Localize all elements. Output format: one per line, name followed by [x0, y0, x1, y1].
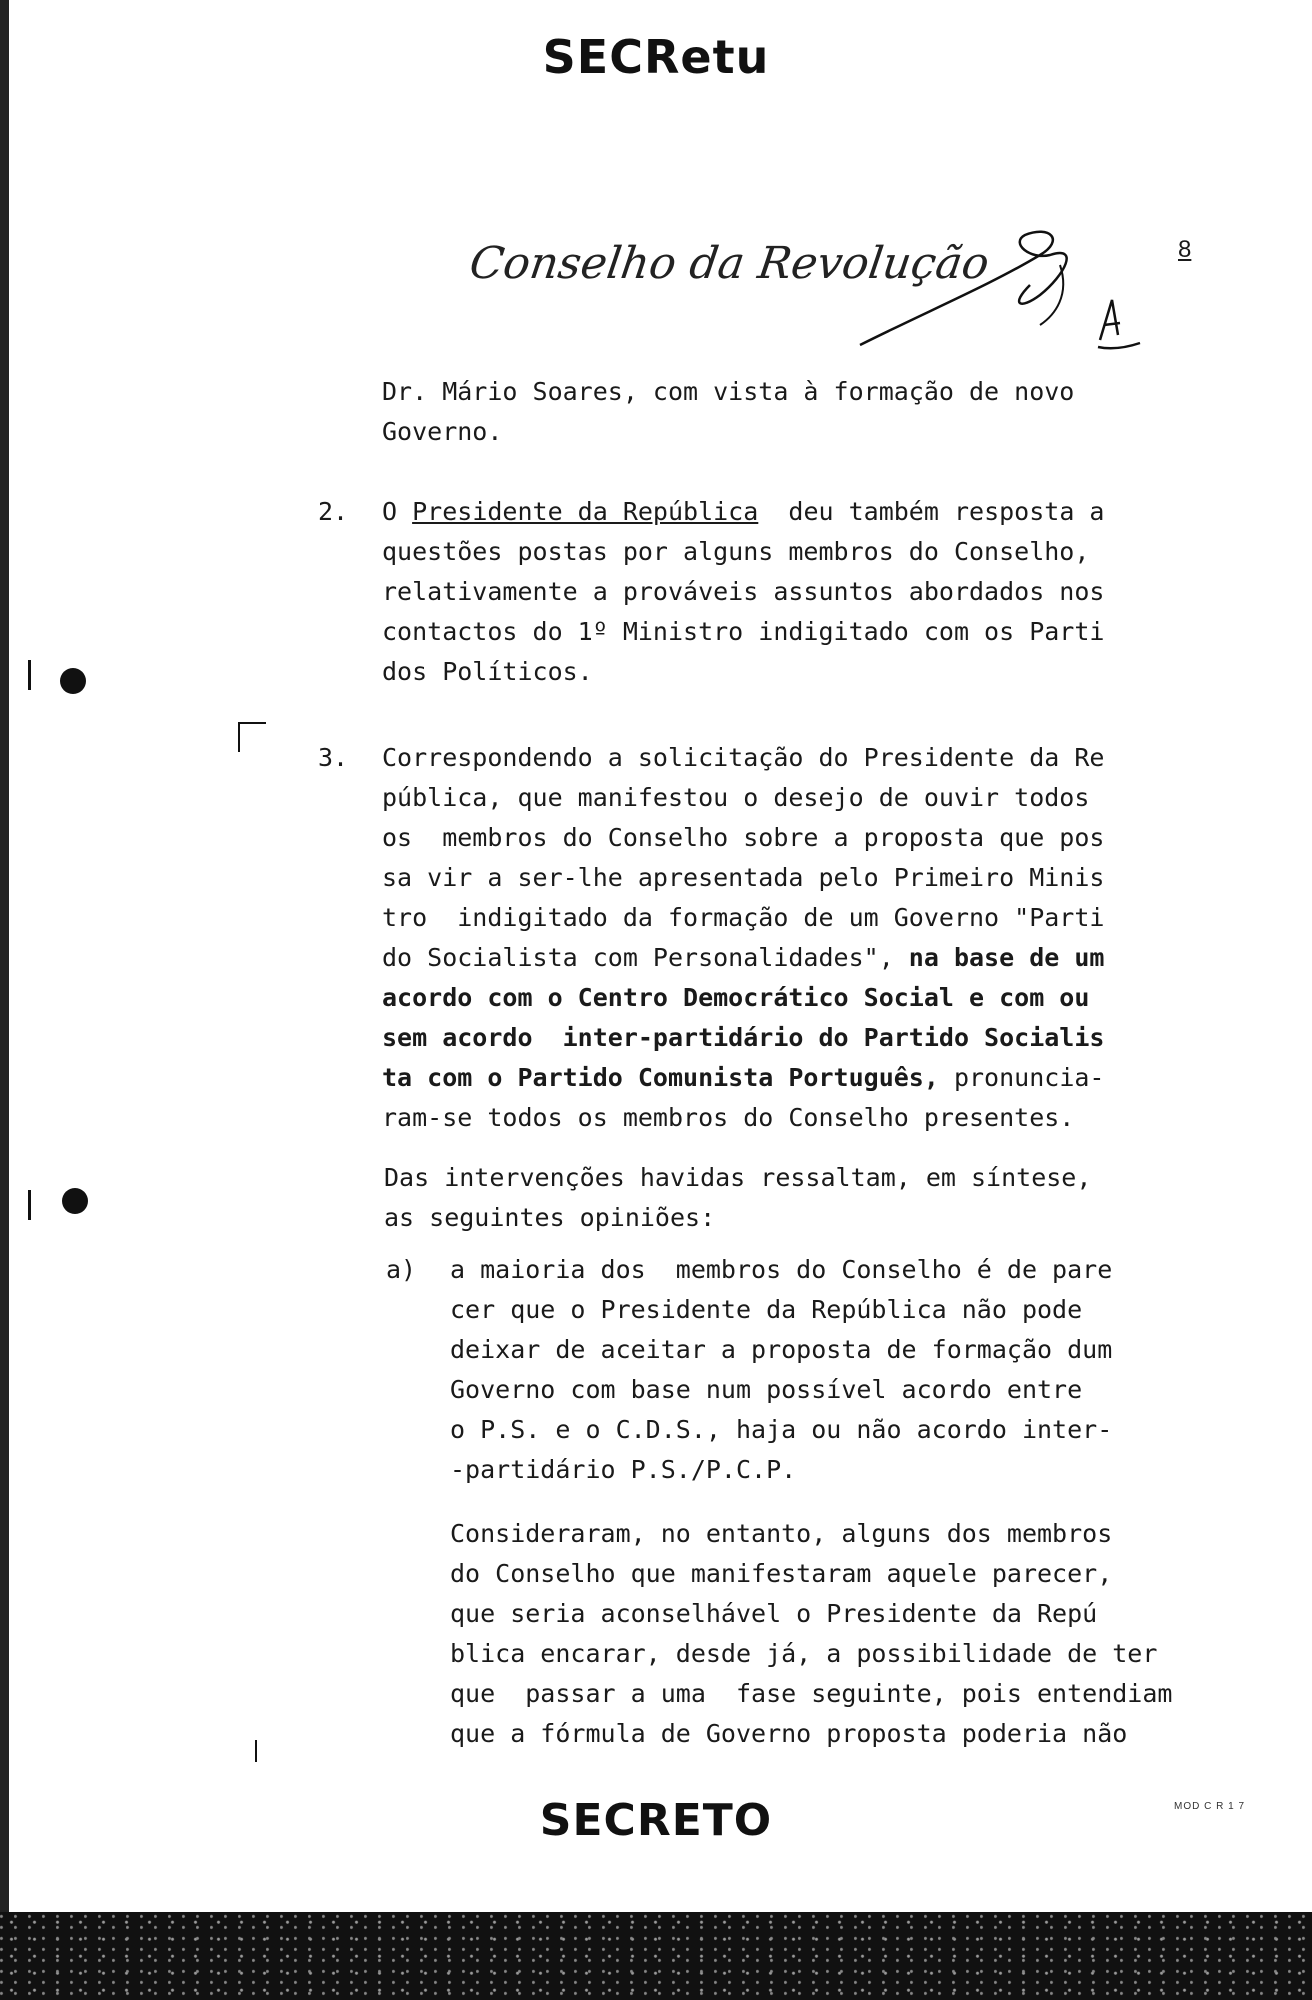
- bold-fragment: ta com o Partido Comunista Português,: [382, 1063, 939, 1092]
- margin-bracket-mark: [238, 722, 266, 752]
- punch-hole: [60, 668, 86, 694]
- item-3-paragraph: [382, 738, 1104, 1138]
- margin-mark: [255, 1740, 257, 1762]
- text-line: dos Políticos.: [382, 657, 593, 686]
- text-line: as seguintes opiniões:: [384, 1203, 716, 1232]
- item-number: 2.: [318, 497, 349, 526]
- bold-line: acordo com o Centro Democrático Social e com ou: [382, 983, 1090, 1012]
- text-line: o P.S. e o C.D.S., haja ou não acordo inter-: [450, 1415, 1113, 1444]
- text-line: sa vir a ser-lhe apresentada pelo Primeiro Minis: [382, 863, 1105, 892]
- text-line: Governo.: [382, 417, 503, 446]
- text-fragment: do Socialista com Personalidades",: [382, 943, 894, 972]
- bold-fragment: na base de um: [893, 943, 1105, 972]
- page-number: 8: [1178, 236, 1192, 263]
- text-line: que a fórmula de Governo proposta poderia não: [450, 1719, 1128, 1748]
- text-line: cer que o Presidente da República não pode: [450, 1295, 1083, 1324]
- text-line: tro indigitado da formação de um Governo "Parti: [382, 903, 1105, 932]
- item-number: 3.: [318, 743, 349, 772]
- text-line: pública, que manifestou o desejo de ouvir todos: [382, 783, 1090, 812]
- text-line: Dr. Mário Soares, com vista à formação de novo: [382, 377, 1075, 406]
- form-code: MOD C R 1 7: [1174, 1801, 1246, 1812]
- text-line: os membros do Conselho sobre a proposta que pos: [382, 823, 1105, 852]
- text-line: deixar de aceitar a proposta de formação dum: [450, 1335, 1113, 1364]
- scan-bottom-band: [0, 1912, 1312, 2000]
- text-line: -partidário P.S./P.C.P.: [450, 1455, 797, 1484]
- margin-mark: [28, 1190, 31, 1220]
- text-line: Consideraram, no entanto, alguns dos membros: [450, 1519, 1113, 1548]
- punch-hole: [62, 1188, 88, 1214]
- text-fragment: O: [382, 497, 413, 526]
- text-line: do Conselho que manifestaram aquele parecer,: [450, 1559, 1113, 1588]
- item-2-paragraph: [382, 492, 1104, 692]
- text-line: blica encarar, desde já, a possibilidade de ter: [450, 1639, 1158, 1668]
- summary-paragraph: [384, 1158, 1091, 1238]
- text-line: Das intervenções havidas ressaltam, em síntese,: [384, 1163, 1092, 1192]
- classification-stamp-top: SECRetu: [542, 30, 770, 84]
- classification-stamp-bottom: SECRETO: [539, 1795, 773, 1846]
- text-line: questões postas por alguns membros do Conselho,: [382, 537, 1090, 566]
- text-line: relativamente a prováveis assuntos abordados nos: [382, 577, 1105, 606]
- text-line: ram-se todos os membros do Conselho presentes.: [382, 1103, 1075, 1132]
- letterhead: Conselho da Revolução: [466, 238, 993, 289]
- margin-mark: [28, 660, 31, 690]
- text-line: contactos do 1º Ministro indigitado com os Parti: [382, 617, 1105, 646]
- text-line: Governo com base num possível acordo entre: [450, 1375, 1083, 1404]
- closing-paragraph: [450, 1514, 1172, 1754]
- text-line: a maioria dos membros do Conselho é de pare: [450, 1255, 1113, 1284]
- intro-paragraph: [382, 372, 1074, 452]
- sub-item-label: a): [386, 1255, 417, 1284]
- text-line: que passar a uma fase seguinte, pois entendiam: [450, 1679, 1173, 1708]
- text-fragment: deu também resposta a: [758, 497, 1105, 526]
- text-line: que seria aconselhável o Presidente da Repú: [450, 1599, 1098, 1628]
- underlined-term: Presidente da República: [412, 497, 759, 526]
- handwritten-signature: [850, 215, 1180, 365]
- bold-line: sem acordo inter-partidário do Partido Socialis: [382, 1023, 1105, 1052]
- scan-left-edge: [0, 0, 9, 1912]
- text-fragment: pronuncia-: [938, 1063, 1105, 1092]
- item-a-paragraph: [450, 1250, 1112, 1490]
- text-line: Correspondendo a solicitação do Presidente da Re: [382, 743, 1105, 772]
